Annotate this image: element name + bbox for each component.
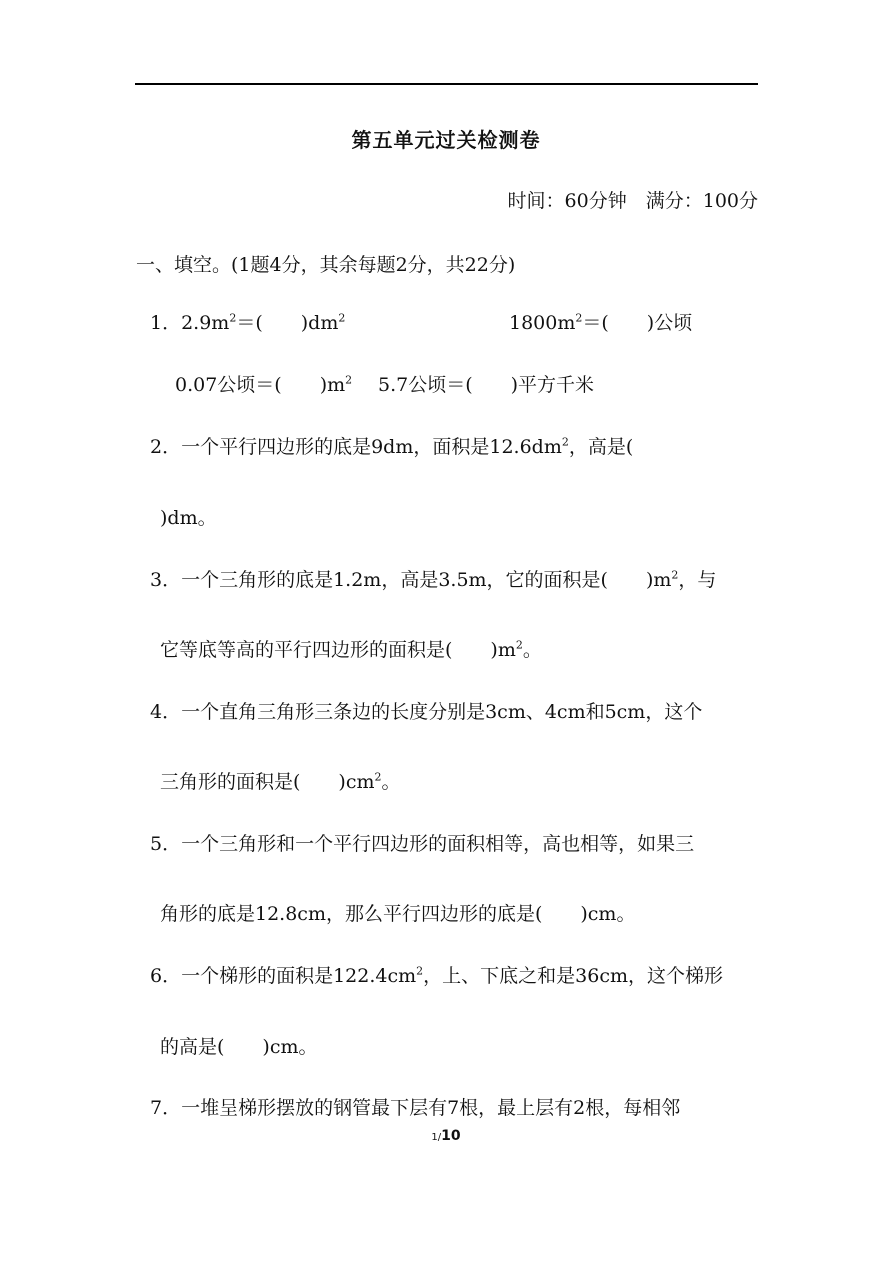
question-1-c: 0.07公顷＝( )$m^2$: [175, 373, 353, 396]
question-3-line-1: 3．一个三角形的底是1.2m，高是3.5m，它的面积是( )$m^2$，与: [150, 568, 717, 591]
question-4-line-1: 4．一个直角三角形三条边的长度分别是3cm、4cm和5cm，这个: [150, 701, 703, 723]
question-5-line-1: 5．一个三角形和一个平行四边形的面积相等，高也相等，如果三: [150, 833, 695, 855]
question-2-line-1: 2．一个平行四边形的底是9dm，面积是$12.6dm^2$，高是(: [150, 435, 634, 458]
exam-meta: 时间：60分钟 满分：100分: [507, 190, 758, 212]
header-rule: [135, 83, 758, 85]
question-3-line-2: 它等底等高的平行四边形的面积是( )$m^2$。: [160, 638, 542, 661]
question-2-line-2: )dm。: [160, 507, 217, 529]
question-1-d: 5.7公顷＝( )平方千米: [378, 374, 595, 396]
section-heading: 一、填空。(1题4分，其余每题2分，共22分): [136, 254, 516, 276]
question-5-line-2: 角形的底是12.8cm，那么平行四边形的底是( )cm。: [160, 903, 636, 925]
question-6-line-1: 6．一个梯形的面积是$122.4cm^2$，上、下底之和是36cm，这个梯形: [150, 964, 723, 987]
question-4-line-2: 三角形的面积是( )$cm^2$。: [160, 770, 401, 793]
question-1-a: 1．$2.9m^2=$( )$dm^2$: [150, 311, 346, 334]
page-title: 第五单元过关检测卷: [351, 128, 541, 152]
question-7-line-1: 7．一堆呈梯形摆放的钢管最下层有7根，最上层有2根，每相邻: [150, 1097, 681, 1119]
question-1-b: $1800m^2=$( )公顷: [509, 311, 693, 334]
page-number: 1/10: [431, 1128, 461, 1144]
question-6-line-2: 的高是( )cm。: [160, 1036, 318, 1058]
